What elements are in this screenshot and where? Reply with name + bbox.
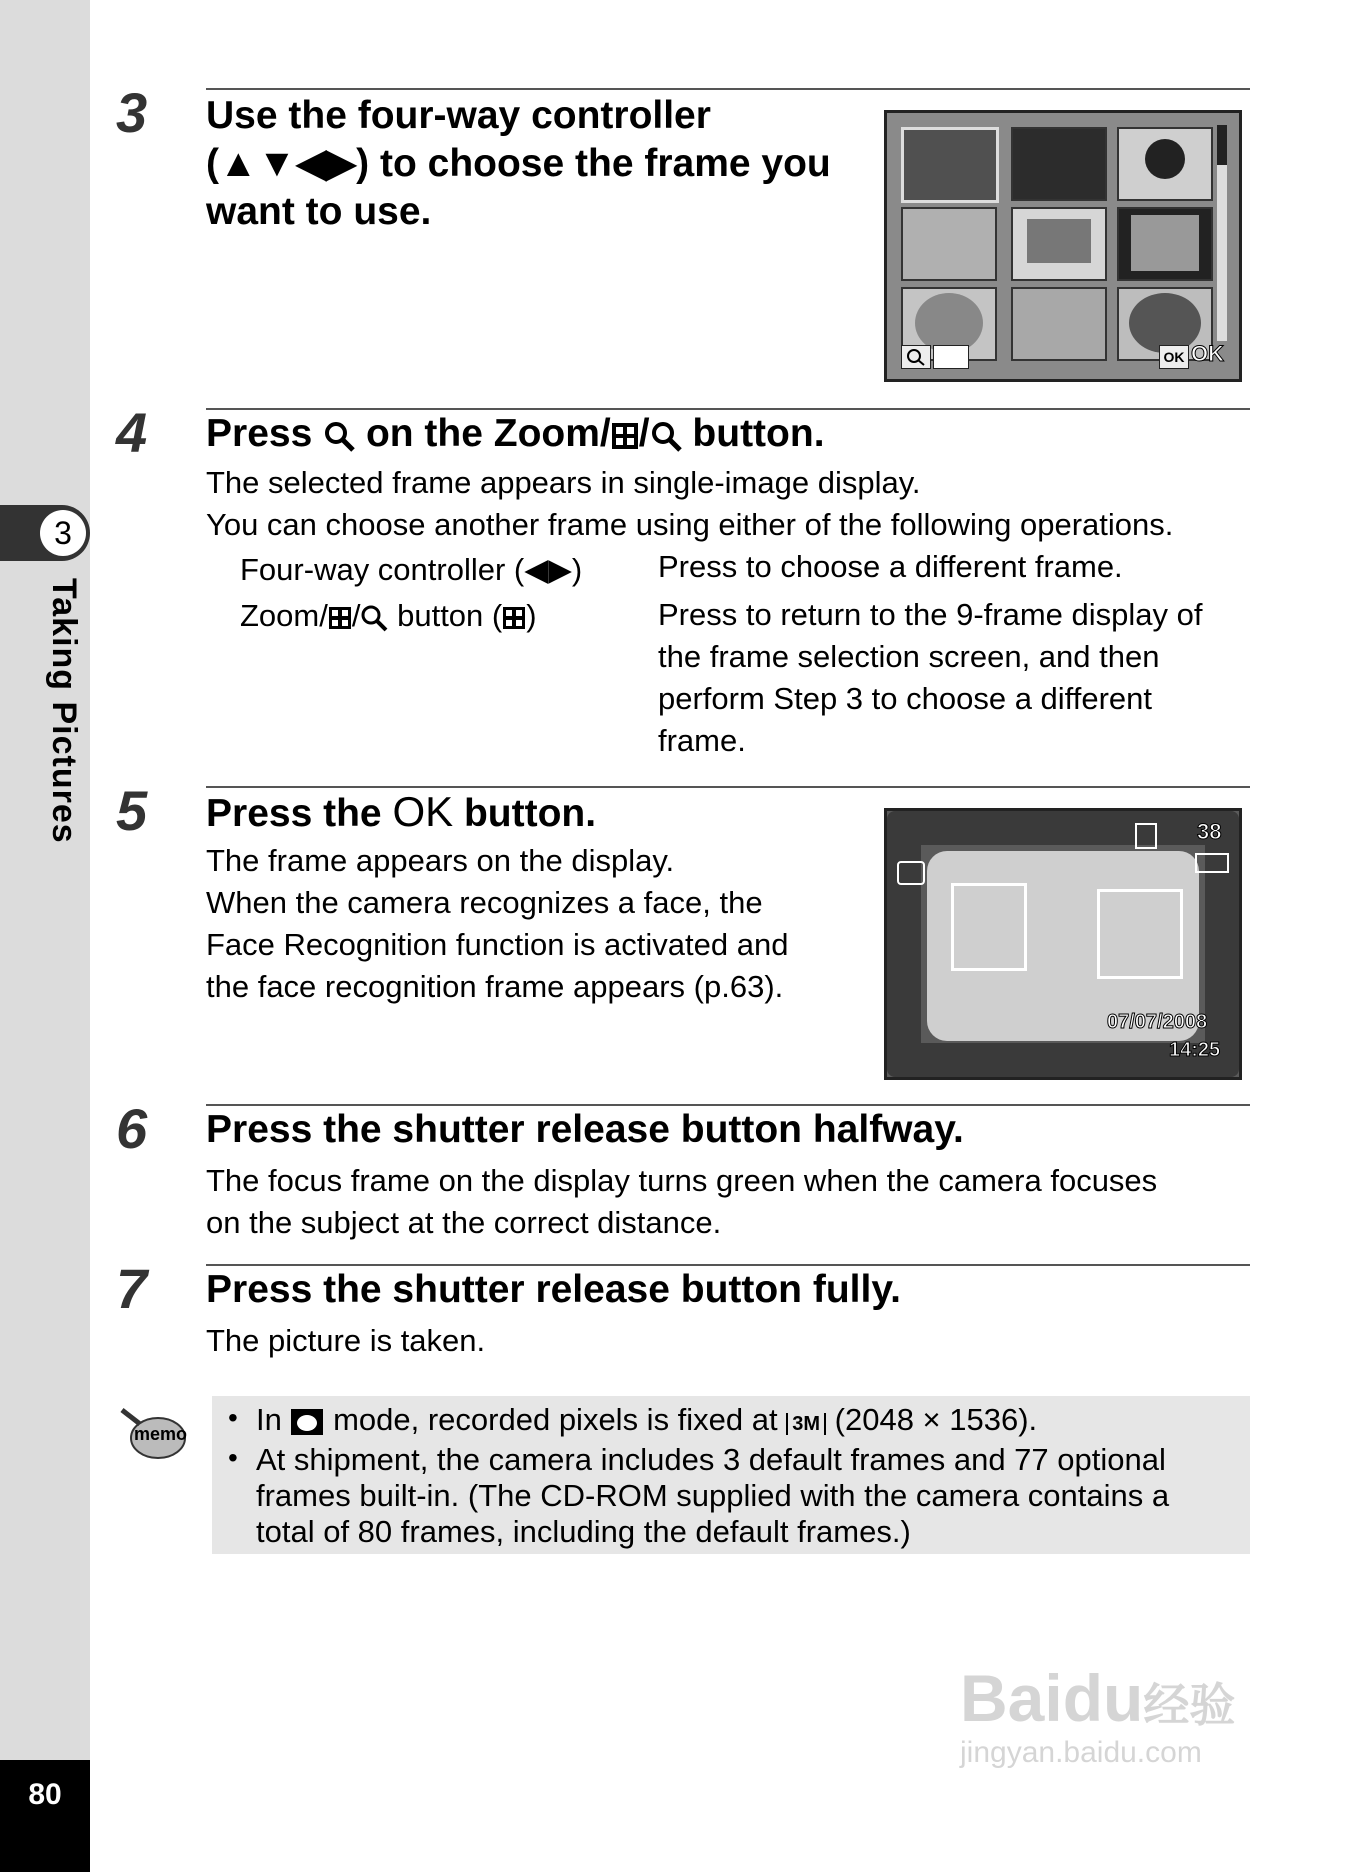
zoom-icon	[901, 345, 931, 369]
memo-text: mode, recorded pixels is fixed at	[324, 1402, 787, 1437]
memo-line: At shipment, the camera includes 3 default frames and 77 optional	[256, 1442, 1166, 1477]
ok-label: OK	[1191, 341, 1224, 366]
ok-button-icon: OK	[1159, 345, 1189, 369]
thumbnail-grid-icon	[611, 422, 639, 450]
frame-thumbnail	[1011, 207, 1107, 281]
step-number: 7	[116, 1257, 148, 1320]
battery-icon	[1195, 853, 1229, 873]
operation-description	[658, 594, 1258, 762]
step-number: 3	[116, 81, 148, 144]
memo-text: In	[256, 1402, 291, 1437]
title-text: /	[638, 412, 650, 455]
face-frame	[951, 883, 1027, 971]
body-text: The selected frame appears in single-image display.	[206, 465, 921, 500]
title-text: Press	[206, 412, 324, 455]
op-text: Zoom/	[240, 598, 328, 633]
sidebar	[0, 0, 90, 1872]
title-text: button.	[681, 412, 825, 455]
face-frame	[1097, 889, 1183, 979]
memo-line: total of 80 frames, including the default frames.)	[256, 1514, 911, 1549]
step-title	[206, 788, 596, 838]
pixel-size-icon: 3M	[786, 1413, 826, 1435]
body-text: Face Recognition function is activated and	[206, 927, 789, 962]
frame-thumbnail	[901, 127, 999, 203]
body-text: When the camera recognizes a face, the	[206, 885, 763, 920]
ok-glyph: OK	[392, 788, 454, 835]
time-display: 14:25	[1169, 1039, 1221, 1061]
watermark-brand: Bai	[960, 1661, 1063, 1735]
zoom-in-icon	[650, 420, 682, 452]
rose-frame	[887, 811, 1239, 1077]
operation-name	[240, 598, 537, 634]
zoom-in-icon	[323, 420, 355, 452]
step-title-line: want to use.	[206, 190, 432, 233]
date-display: 07/07/2008	[1107, 1011, 1208, 1033]
memo-line: frames built-in. (The CD-ROM supplied with the camera contains a	[256, 1478, 1170, 1513]
op-text: /	[351, 598, 361, 633]
watermark-cn: 经验	[1143, 1679, 1236, 1731]
title-text: button.	[453, 792, 597, 835]
body-text: The frame appears on the display.	[206, 843, 675, 878]
memo-text: (2048 × 1536).	[826, 1402, 1038, 1437]
step-title-line: Use the four-way controller	[206, 94, 711, 137]
zoom-indicator	[933, 345, 969, 369]
page-number: 80	[28, 1778, 62, 1811]
watermark-brand: du	[1062, 1661, 1144, 1735]
memo-line	[256, 1402, 1236, 1442]
body-text: the face recognition frame appears (p.63).	[206, 969, 784, 1004]
op-text: button (	[388, 598, 503, 633]
frame-selection-screen	[884, 110, 1242, 382]
memo-icon	[118, 1406, 186, 1462]
desc-line: the frame selection screen, and then	[658, 639, 1160, 674]
step-title: Press the shutter release button halfway.	[206, 1108, 964, 1151]
chapter-number: 3	[40, 510, 86, 556]
operation-name: Four-way controller (◀▶)	[240, 552, 583, 587]
divider	[206, 88, 1250, 90]
watermark-url: jingyan.baidu.com	[960, 1736, 1202, 1769]
thumbnail-grid-icon	[502, 606, 526, 630]
frame-thumbnail	[1117, 127, 1213, 201]
step-number: 5	[116, 779, 148, 842]
body-text: You can choose another frame using either of the following operations.	[206, 507, 1174, 542]
baidu-watermark	[960, 1660, 1235, 1770]
op-text: )	[526, 598, 537, 633]
frame-thumbnail	[1011, 127, 1107, 201]
face-detect-icon	[897, 861, 925, 885]
memory-icon	[1135, 823, 1157, 849]
body-text: The picture is taken.	[206, 1323, 486, 1358]
title-text: on the Zoom/	[355, 412, 611, 455]
body-text: The focus frame on the display turns green when the camera focuses	[206, 1163, 1158, 1198]
step-number: 6	[116, 1097, 148, 1160]
desc-line: perform Step 3 to choose a different	[658, 681, 1153, 716]
desc-line: frame.	[658, 723, 746, 758]
step-title	[206, 410, 825, 458]
bullet: •	[228, 1402, 238, 1433]
body-text: on the subject at the correct distance.	[206, 1205, 722, 1240]
page-number-box	[0, 1760, 90, 1872]
chapter-title: Taking Pictures	[45, 578, 83, 844]
frame-thumbnail	[1117, 207, 1213, 281]
operation-description: Press to choose a different frame.	[658, 549, 1123, 584]
frame-preview-screen	[884, 808, 1242, 1080]
step-title-line: (▲▼◀▶) to choose the frame you	[206, 142, 831, 185]
frame-thumbnail	[901, 207, 997, 281]
zoom-in-icon	[360, 604, 388, 632]
memo-label: memo	[134, 1424, 188, 1444]
step-number: 4	[116, 401, 148, 464]
thumbnail-grid-icon	[328, 606, 352, 630]
bullet: •	[228, 1442, 238, 1473]
frame-thumbnail	[1011, 287, 1107, 361]
step-title: Press the shutter release button fully.	[206, 1268, 901, 1311]
title-text: Press the	[206, 792, 393, 835]
shots-remaining: 38	[1197, 819, 1222, 844]
frame-composite-icon	[290, 1408, 324, 1436]
desc-line: Press to return to the 9-frame display of	[658, 597, 1203, 632]
scrollbar[interactable]	[1217, 125, 1227, 341]
